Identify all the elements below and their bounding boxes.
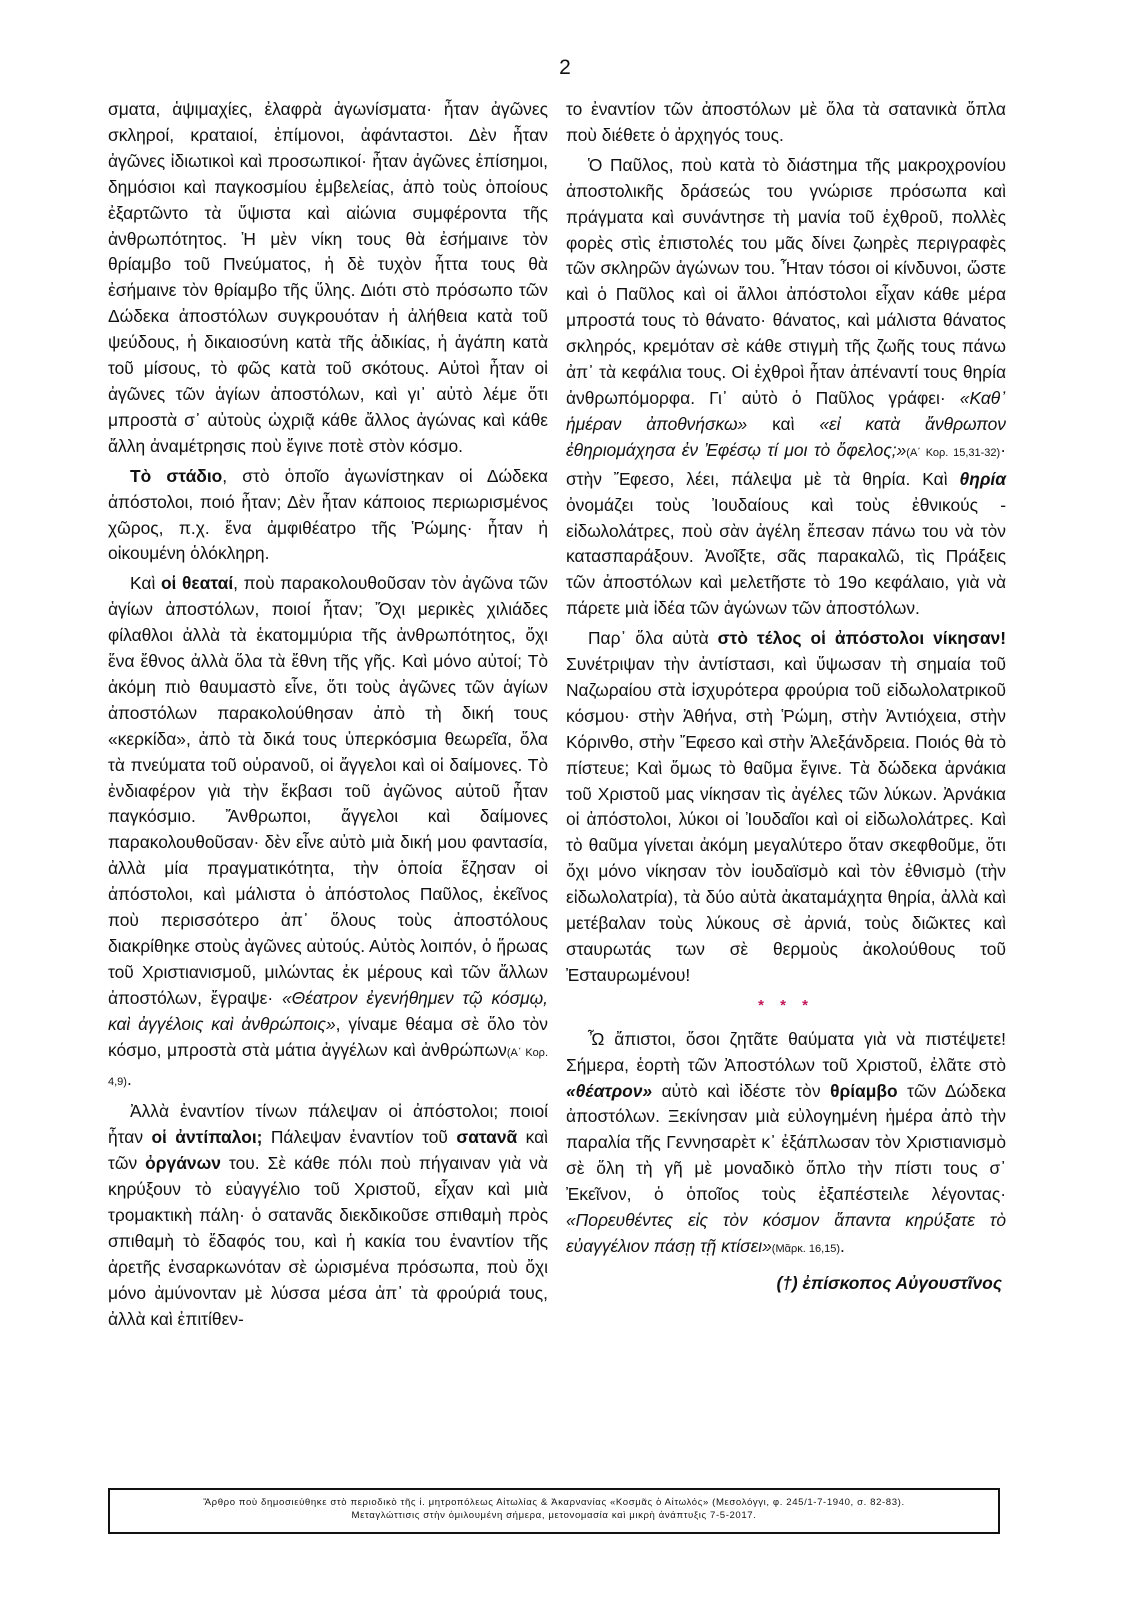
bold-term: θρίαμβο bbox=[830, 1080, 898, 1101]
bold-italic-term: «θέατρον» bbox=[566, 1080, 653, 1101]
paragraph-unbelievers bbox=[566, 1027, 1006, 1263]
scripture-reference: (Α΄ Κορ. 4,9) bbox=[108, 1046, 548, 1088]
paragraph-text: Παρ᾽ ὅλα αὐτὰ bbox=[588, 628, 718, 649]
paragraph-opponents bbox=[108, 1099, 548, 1332]
left-column bbox=[108, 97, 548, 1333]
paragraph-text: καὶ τῶν bbox=[108, 1127, 549, 1174]
section-separator: * * * bbox=[758, 996, 814, 1014]
paragraph-continuation: το ἐναντίον τῶν ἀποστόλων μὲ ὅλα τὰ σατανικὰ ὅπλα ποὺ διέθετε ὁ ἀρχηγός τους. bbox=[566, 99, 1006, 145]
paragraph-spectators bbox=[108, 571, 548, 1095]
paragraph-text: , γίναμε θέαμα σὲ ὅλο τὸν κόσμο, μπροστὰ στὰ μάτια ἀγγέλων καὶ ἀνθρώπων bbox=[108, 1013, 548, 1060]
bold-term: οἱ θεαταί bbox=[160, 573, 234, 594]
right-column bbox=[566, 97, 1006, 1297]
paragraph-text: καὶ bbox=[747, 413, 820, 434]
paragraph-stadium bbox=[108, 464, 548, 568]
source-note-box bbox=[108, 1488, 1000, 1534]
bold-term: Τὸ στάδιο bbox=[130, 465, 223, 486]
author-signature: (†) ἐπίσκοπος Αὐγουστῖνος bbox=[776, 1272, 1002, 1293]
paragraph-text: Συνέτριψαν τὴν ἀντίστασι, καὶ ὕψωσαν τὴ σημαία τοῦ Ναζωραίου στὰ ἰσχυρότερα φρούρια τοῦ εἰδωλολατρικοῦ κόσμου· στὴν Ἀθήνα, στὴ Ῥώμη, στὴν Ἀντιόχεια, στὴν Κόρινθο, στὴν Ἔφεσο καὶ στὴν Ἀλεξάνδρεια. Ποιός θὰ τὸ πίστευε; Καὶ ὅμως τὸ θαῦμα ἔγινε. Τὰ δώδεκα ἀρνάκια τοῦ Χριστοῦ μας νίκησαν τὶς ἀγέλες τῶν λύκων. Ἀρνάκια οἱ ἀπόστολοι, λύκοι οἱ Ἰουδαῖοι καὶ οἱ εἰδωλολάτρες. Καὶ τὸ θαῦμα γίνεται ἀκόμη μεγαλύτερο ὅταν σκεφθοῦμε, ὅτι ὄχι μόνο νίκησαν τὸν ἰουδαϊσμὸ καὶ τὸν ἐθνισμὸ (τὴν εἰδωλολατρία), τὰ δύο αὐτὰ ἀκαταμάχητα θηρία, ἀλλὰ καὶ μετέβαλαν τοὺς λύκους σὲ ἀρνιά, τοὺς διῶκτες καὶ σταυρωτάς των σὲ θερμοὺς ἀκολούθους τοῦ Ἐσταυρωμένου! bbox=[566, 654, 1006, 985]
paragraph-text: Ἀλλὰ ἐναντίον τίνων πάλεψαν οἱ ἀπόστολοι; ποιοί ἦταν bbox=[108, 1101, 548, 1148]
scripture-quote: «εἰ κατὰ ἄνθρωπον ἐθηριομάχησα ἐν Ἐφέσῳ τί μοι τὸ ὄφελος;» bbox=[566, 413, 1006, 460]
paragraph-paul bbox=[566, 153, 1006, 622]
paragraph-text: . bbox=[126, 1068, 132, 1089]
paragraph-text: Ὁ Παῦλος, ποὺ κατὰ τὸ διάστημα τῆς μακροχρονίου ἀποστολικῆς δράσεώς του γνώρισε πρόσωπα καὶ πράγματα καὶ συνάντησε τὴ μανία τοῦ ἐχθροῦ, πολλὲς φορὲς στὶς ἐπιστολές του μᾶς δίνει ζωηρὲς περιγραφὲς τῶν σκληρῶν ἀγώνων του. Ἦταν τόσοι οἱ κίνδυνοι, ὥστε καὶ ὁ Παῦλος καὶ οἱ ἄλλοι ἀπόστολοι εἶχαν κάθε μέρα μπροστά τους τὸ θάνατο· θάνατος, καὶ μάλιστα θάνατος σκληρός, κρεμόταν σὲ κάθε στιγμὴ τῆς ζωῆς τους πάνω ἀπ᾽ τὰ κεφάλια τους. Οἱ ἐχθροὶ ἦταν ἀπέναντί τους θηρία ἀνθρωπόμορφα. Γι᾽ αὐτὸ ὁ Παῦλος γράφει· bbox=[566, 154, 1006, 408]
scripture-quote: «Πορευθέντες εἰς τὸν κόσμον ἅπαντα κηρύξατε τὸ εὐαγγέλιον πάσῃ τῇ κτίσει» bbox=[566, 1210, 1006, 1256]
bold-term: σατανᾶ bbox=[456, 1127, 518, 1148]
scripture-quote: «Θέατρον ἐγενήθημεν τῷ κόσμῳ, καὶ ἀγγέλοις καὶ ἀνθρώποις» bbox=[108, 987, 548, 1034]
paragraph-text: Πάλεψαν ἐναντίον τοῦ bbox=[262, 1127, 457, 1148]
paragraph-contests: σματα, ἁψιμαχίες, ἐλαφρὰ ἀγωνίσματα· ἦταν ἀγῶνες σκληροί, κραταιοί, ἐπίμονοι, ἀφάνταστοι. Δὲν ἦταν ἀγῶνες ἰδιωτικοὶ καὶ προσωπικοί· ἦταν ἀγῶνες ἐπίσημοι, δημόσιοι καὶ παγκοσμίου ἐμβελείας, ἀπὸ τοὺς ὁποίους ἐξαρτῶντο τὰ ὕψιστα καὶ αἰώνια συμφέροντα τῆς ἀνθρωπότητος. Ἡ μὲν νίκη τους θὰ ἐσήμαινε τὸν θρίαμβο τοῦ Πνεύματος, ἡ δὲ τυχὸν ἧττα τους θὰ ἐσήμαινε τὸν θρίαμβο τῆς ὕλης. Διότι στὸ πρόσωπο τῶν Δώδεκα ἀποστόλων συγκρουόταν ἡ ἀλήθεια κατὰ τοῦ ψεύδους, ἡ δικαιοσύνη κατὰ τῆς ἀδικίας, ἡ ἀγάπη κατὰ τοῦ μίσους, τὸ φῶς κατὰ τοῦ σκότους. Αὐτοὶ ἦταν οἱ ἀγῶνες τῶν ἁγίων ἀποστόλων, καὶ γι᾽ αὐτὸ λέμε ὅτι μπροστὰ σ᾽ αὐτοὺς ὠχριᾷ κάθε ἄλλος ἀγώνας καὶ κάθε ἄλλη ἀναμέτρησις ποὺ ἔγινε ποτὲ στὸν κόσμο. bbox=[108, 99, 548, 456]
paragraph-text: του. Σὲ κάθε πόλι ποὺ πήγαιναν γιὰ νὰ κηρύξουν τὸ εὐαγγέλιο τοῦ Χριστοῦ, εἶχαν καὶ μιὰ τρομακτικὴ πάλη· ὁ σατανᾶς διεκδικοῦσε σπιθαμὴ πρὸς σπιθαμὴ τὸ ἔδαφός του, καὶ ἡ κακία του ἐναντίον τῆς ἀρετῆς ἐνσαρκωνόταν σὲ ὡρισμένα πρόσωπα, ποὺ ὄχι μόνο ἀμύνονταν μὲ λύσσα μέσα ἀπ᾽ τὰ φρούριά τους, ἀλλὰ καὶ ἐπιτίθεν- bbox=[108, 1153, 548, 1329]
paragraph-text: αὐτὸ καὶ ἰδέστε τὸν bbox=[652, 1080, 831, 1101]
paragraph-victory bbox=[566, 626, 1006, 989]
paragraph-text: , ποὺ παρακολουθοῦσαν τὸν ἀγῶνα τῶν ἁγίων ἀποστόλων, ποιοί ἦταν; Ὄχι μερικὲς χιλιάδες φίλαθλοι ἀλλὰ τὰ ἑκατομμύρια τῆς ἀνθρωπότητος, ὄχι ἕνα ἔθνος ἀλλὰ ὅλα τὰ ἔθνη τῆς γῆς. Καὶ μόνο αὐτοί; Τὸ ἀκόμη πιὸ θαυμαστὸ εἶνε, ὅτι τοὺς ἀγῶνες τῶν ἁγίων ἀποστόλων παρακολούθησαν ἀπὸ τὴ δική τους «κερκίδα», ἀπὸ τὰ δικά τους ὑπερκόσμια θεωρεῖα, ὅλα τὰ πνεύματα τοῦ οὐρανοῦ, οἱ ἄγγελοι καὶ οἱ δαίμονες. Τὸ ἐνδιαφέρον γιὰ τὴν ἔκβασι τοῦ ἀγῶνος αὐτοῦ ἦταν παγκόσμιο. Ἄνθρωποι, ἄγγελοι καὶ δαίμονες παρακολουθοῦσαν· δὲν εἶνε αὐτὸ μιὰ δική μου φαντασία, ἀλλὰ μία πραγματικότητα, τὴν ὁποία ἔζησαν οἱ ἀπόστολοι, καὶ μάλιστα ὁ ἀπόστολος Παῦλος, ἐκεῖνος ποὺ περισσότερο ἀπ᾽ ὅλους τοὺς ἀποστόλους διακρίθηκε στοὺς ἀγῶνες αὐτούς. Αὐτὸς λοιπόν, ὁ ἥρωας τοῦ Χριστιανισμοῦ, μιλώντας ἐκ μέρους καὶ τῶν ἄλλων ἀποστόλων, ἔγραψε· bbox=[108, 573, 548, 1008]
scripture-quote: «Καθ᾽ ἡμέραν ἀποθνήσκω» bbox=[566, 387, 1006, 434]
translation-note-line: Μεταγλώττισις στὴν ὁμιλουμένη σήμερα, μετονομασία καὶ μικρὴ ἀνάπτυξις 7-5-2017. bbox=[351, 1510, 757, 1521]
paragraph-text: ὀνομάζει τοὺς Ἰουδαίους καὶ τοὺς ἐθνικούς - εἰδωλολάτρες, ποὺ σὰν ἀγέλη ἔπεσαν πάνω του νὰ τὸν κατασπαράξουν. Ἀνοῖξτε, σᾶς παρακαλῶ, τὶς Πράξεις τῶν ἀποστόλων καὶ μελετῆστε τὸ 19ο κεφάλαιο, γιὰ νὰ πάρετε μιὰ ἰδέα τῶν ἀγώνων τῶν ἀποστόλων. bbox=[566, 494, 1006, 619]
bold-term: στὸ τέλος οἱ ἀπόστολοι νίκησαν! bbox=[717, 628, 1006, 649]
paragraph-text: τῶν Δώδεκα ἀποστόλων. Ξεκίνησαν μιὰ εὐλογημένη ἡμέρα ἀπὸ τὴν παραλία τῆς Γεννησαρὲτ κ᾽ ἐξάπλωσαν τὸν Χριστιανισμὸ σὲ ὅλη τὴ γῆ μὲ μοναδικὸ ὅπλο τὴν πίστι τους σ᾽ Ἐκεῖνον, ὁ ὁποῖος τοὺς ἐξαπέστειλε λέγοντας· bbox=[566, 1080, 1006, 1205]
bold-italic-term: θηρία bbox=[959, 468, 1006, 489]
scripture-reference: (Α΄ Κορ. 15,31-32) bbox=[906, 446, 1001, 459]
bold-term: ὀργάνων bbox=[145, 1153, 221, 1174]
paragraph-text: , στὸ ὁποῖο ἀγωνίστηκαν οἱ Δώδεκα ἀπόστολοι, ποιό ἦταν; Δὲν ἦταν κάποιος περιωρισμένος χῶρος, π.χ. ἕνα ἀμφιθέατρο τῆς Ῥώμης· ἦταν ἡ οἰκουμένη ὁλόκληρη. bbox=[108, 465, 548, 564]
paragraph-text: Ὦ ἄπιστοι, ὅσοι ζητᾶτε θαύματα γιὰ νὰ πιστέψετε! Σήμερα, ἑορτὴ τῶν Ἀποστόλων τοῦ Χριστοῦ, ἐλᾶτε στὸ bbox=[566, 1028, 1006, 1075]
page-number: 2 bbox=[559, 56, 571, 79]
bold-term: οἱ ἀντίπαλοι; bbox=[151, 1127, 263, 1148]
paragraph-text: . bbox=[840, 1235, 845, 1256]
paragraph-text: Καὶ bbox=[130, 573, 161, 594]
scripture-reference: (Μᾶρκ. 16,15) bbox=[771, 1242, 841, 1255]
paragraph-text: · στὴν Ἔφεσο, λέει, πάλεψα μὲ τὰ θηρία. Καὶ bbox=[566, 439, 1006, 489]
source-note-line: Ἄρθρο ποὺ δημοσιεύθηκε στὸ περιοδικὸ τῆς ἱ. μητροπόλεως Αἰτωλίας & Ἀκαρνανίας «Κοσμᾶς ὁ Αἰτωλός» (Μεσολόγγι, φ. 245/1-7-1940, σ. 82-83). bbox=[203, 1497, 905, 1508]
